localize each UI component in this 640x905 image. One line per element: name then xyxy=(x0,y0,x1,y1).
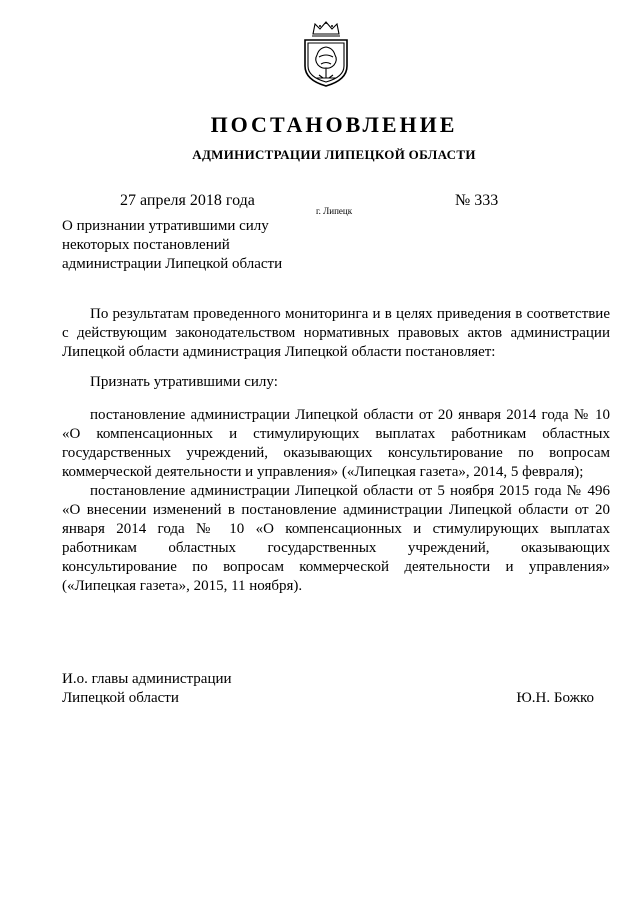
document-title: ПОСТАНОВЛЕНИЕ xyxy=(210,112,458,137)
signatory-position-line: Липецкой области xyxy=(62,690,179,706)
document-subject xyxy=(62,217,322,274)
subject-line: О признании утратившими силу xyxy=(62,218,269,234)
subject-line: администрации Липецкой области xyxy=(62,256,283,272)
document-number: № 333 xyxy=(455,192,499,209)
subject-line: некоторых постановлений xyxy=(62,237,230,253)
list-item: постановление администрации Липецкой области от 5 ноября 2015 года № 496 «О внесении изменений в постановление администрации Липецкой области от 20 января 2014 года № 10 «О компенсационных и стимулирующих выплатах работникам областных государственных учреждений, оказывающих консультирование по вопросам коммерческой деятельности и управления» («Липецкая газета», 2015, 11 ноября). xyxy=(62,483,610,594)
coat-of-arms-icon xyxy=(301,20,351,88)
preamble-paragraph: По результатам проведенного мониторинга и в целях приведения в соответствие с действующим законодательством нормативных правовых актов администрации Липецкой области администрация Липецкой области постановляет: xyxy=(62,306,610,360)
signatory-name: Ю.Н. Божко xyxy=(516,690,594,706)
document-place: г. Липецк xyxy=(316,206,353,216)
resolve-block xyxy=(62,373,610,392)
preamble-block xyxy=(62,305,610,362)
document-subtitle: АДМИНИСТРАЦИИ ЛИПЕЦКОЙ ОБЛАСТИ xyxy=(192,147,476,162)
resolve-paragraph: Признать утратившими силу: xyxy=(90,374,278,390)
signatory-position xyxy=(62,670,232,708)
list-item: постановление администрации Липецкой области от 20 января 2014 года № 10 «О компенсационных и стимулирующих выплатах работникам областных государственных учреждений, оказывающих консультирование по вопросам коммерческой деятельности и управления» («Липецкая газета», 2014, 5 февраля); xyxy=(62,407,610,480)
revoked-acts-list xyxy=(62,406,610,596)
signatory-position-line: И.о. главы администрации xyxy=(62,671,232,687)
document-date: 27 апреля 2018 года xyxy=(120,192,255,209)
